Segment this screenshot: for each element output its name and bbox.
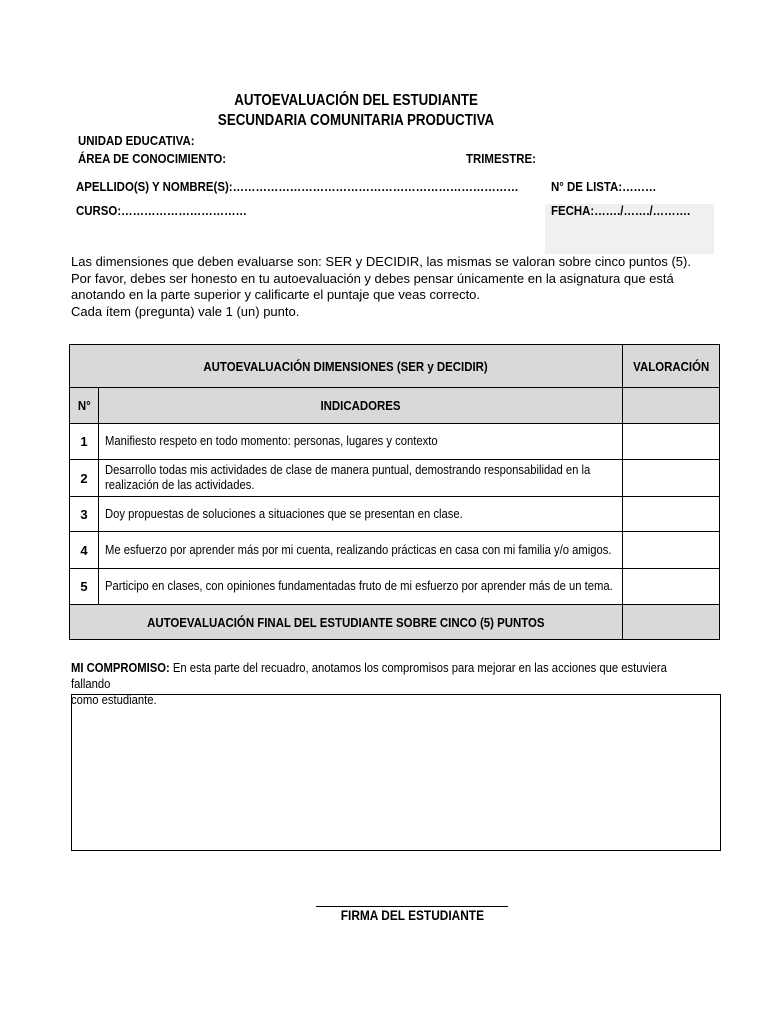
fecha-field[interactable]: FECHA:……./……./………. — [551, 203, 691, 218]
row-number: 4 — [70, 532, 99, 569]
signature-line[interactable] — [316, 906, 508, 907]
apellido-nombre-field[interactable]: APELLIDO(S) Y NOMBRE(S):………………………………………………………………… — [76, 179, 519, 194]
numero-lista-field[interactable]: N° DE LISTA:……… — [551, 179, 657, 194]
compromiso-label: MI COMPROMISO: — [71, 661, 170, 675]
valoracion-header: VALORACIÓN — [623, 345, 720, 388]
row-score-cell[interactable] — [623, 532, 720, 569]
signature-label: FIRMA DEL ESTUDIANTE — [340, 908, 484, 923]
instructions-line: Por favor, debes ser honesto en tu autoevaluación y debes pensar únicamente en la asignatura que está — [71, 270, 674, 286]
compromiso-text-line2: como estudiante. — [71, 693, 157, 707]
indicadores-header: INDICADORES — [99, 388, 623, 424]
evaluation-table — [69, 344, 720, 640]
final-score-cell[interactable] — [623, 605, 720, 640]
instructions-line: Las dimensiones que deben evaluarse son: SER y DECIDIR, las mismas se valoran sobre cinco puntos (5). — [71, 254, 691, 269]
area-conocimiento-label: ÁREA DE CONOCIMIENTO: — [78, 151, 227, 166]
instructions-line: Cada ítem (pregunta) vale 1 (un) punto. — [71, 303, 300, 319]
table-row — [70, 532, 720, 569]
instructions-paragraph — [71, 254, 736, 320]
final-score-label: AUTOEVALUACIÓN FINAL DEL ESTUDIANTE SOBRE CINCO (5) PUNTOS — [70, 605, 623, 640]
table-row — [70, 497, 720, 532]
dimensions-header: AUTOEVALUACIÓN DIMENSIONES (SER y DECIDIR) — [70, 345, 623, 388]
table-row — [70, 569, 720, 605]
row-indicator: Desarrollo todas mis actividades de clase de manera puntual, demostrando responsabilidad en la realización de las actividades. — [99, 460, 623, 497]
row-indicator: Manifiesto respeto en todo momento: personas, lugares y contexto — [99, 424, 623, 460]
row-indicator: Participo en clases, con opiniones fundamentadas fruto de mi esfuerzo por aprender más de un tema. — [99, 569, 623, 605]
table-row — [70, 460, 720, 497]
table-row — [70, 424, 720, 460]
row-score-cell[interactable] — [623, 460, 720, 497]
document-title: AUTOEVALUACIÓN DEL ESTUDIANTE — [234, 92, 478, 109]
trimestre-label: TRIMESTRE: — [466, 151, 536, 166]
document-subtitle: SECUNDARIA COMUNITARIA PRODUCTIVA — [217, 112, 495, 129]
row-score-cell[interactable] — [623, 569, 720, 605]
compromiso-text: En esta parte del recuadro, anotamos los compromisos para mejorar en las acciones que estuviera fallando — [71, 661, 667, 691]
compromiso-textbox[interactable] — [71, 694, 721, 851]
row-number: 3 — [70, 497, 99, 532]
row-score-cell[interactable] — [623, 424, 720, 460]
valoracion-header-blank — [623, 388, 720, 424]
row-score-cell[interactable] — [623, 497, 720, 532]
instructions-line: anotando en la parte superior y calificarte el puntaje que veas correcto. — [71, 287, 481, 302]
unidad-educativa-label: UNIDAD EDUCATIVA: — [78, 133, 195, 148]
num-header: N° — [70, 388, 99, 424]
row-number: 5 — [70, 569, 99, 605]
curso-field[interactable]: CURSO:…………………………… — [76, 203, 247, 218]
row-number: 2 — [70, 460, 99, 497]
row-number: 1 — [70, 424, 99, 460]
row-indicator: Doy propuestas de soluciones a situaciones que se presentan en clase. — [99, 497, 623, 532]
row-indicator: Me esfuerzo por aprender más por mi cuenta, realizando prácticas en casa con mi familia y/o amigos. — [99, 532, 623, 569]
